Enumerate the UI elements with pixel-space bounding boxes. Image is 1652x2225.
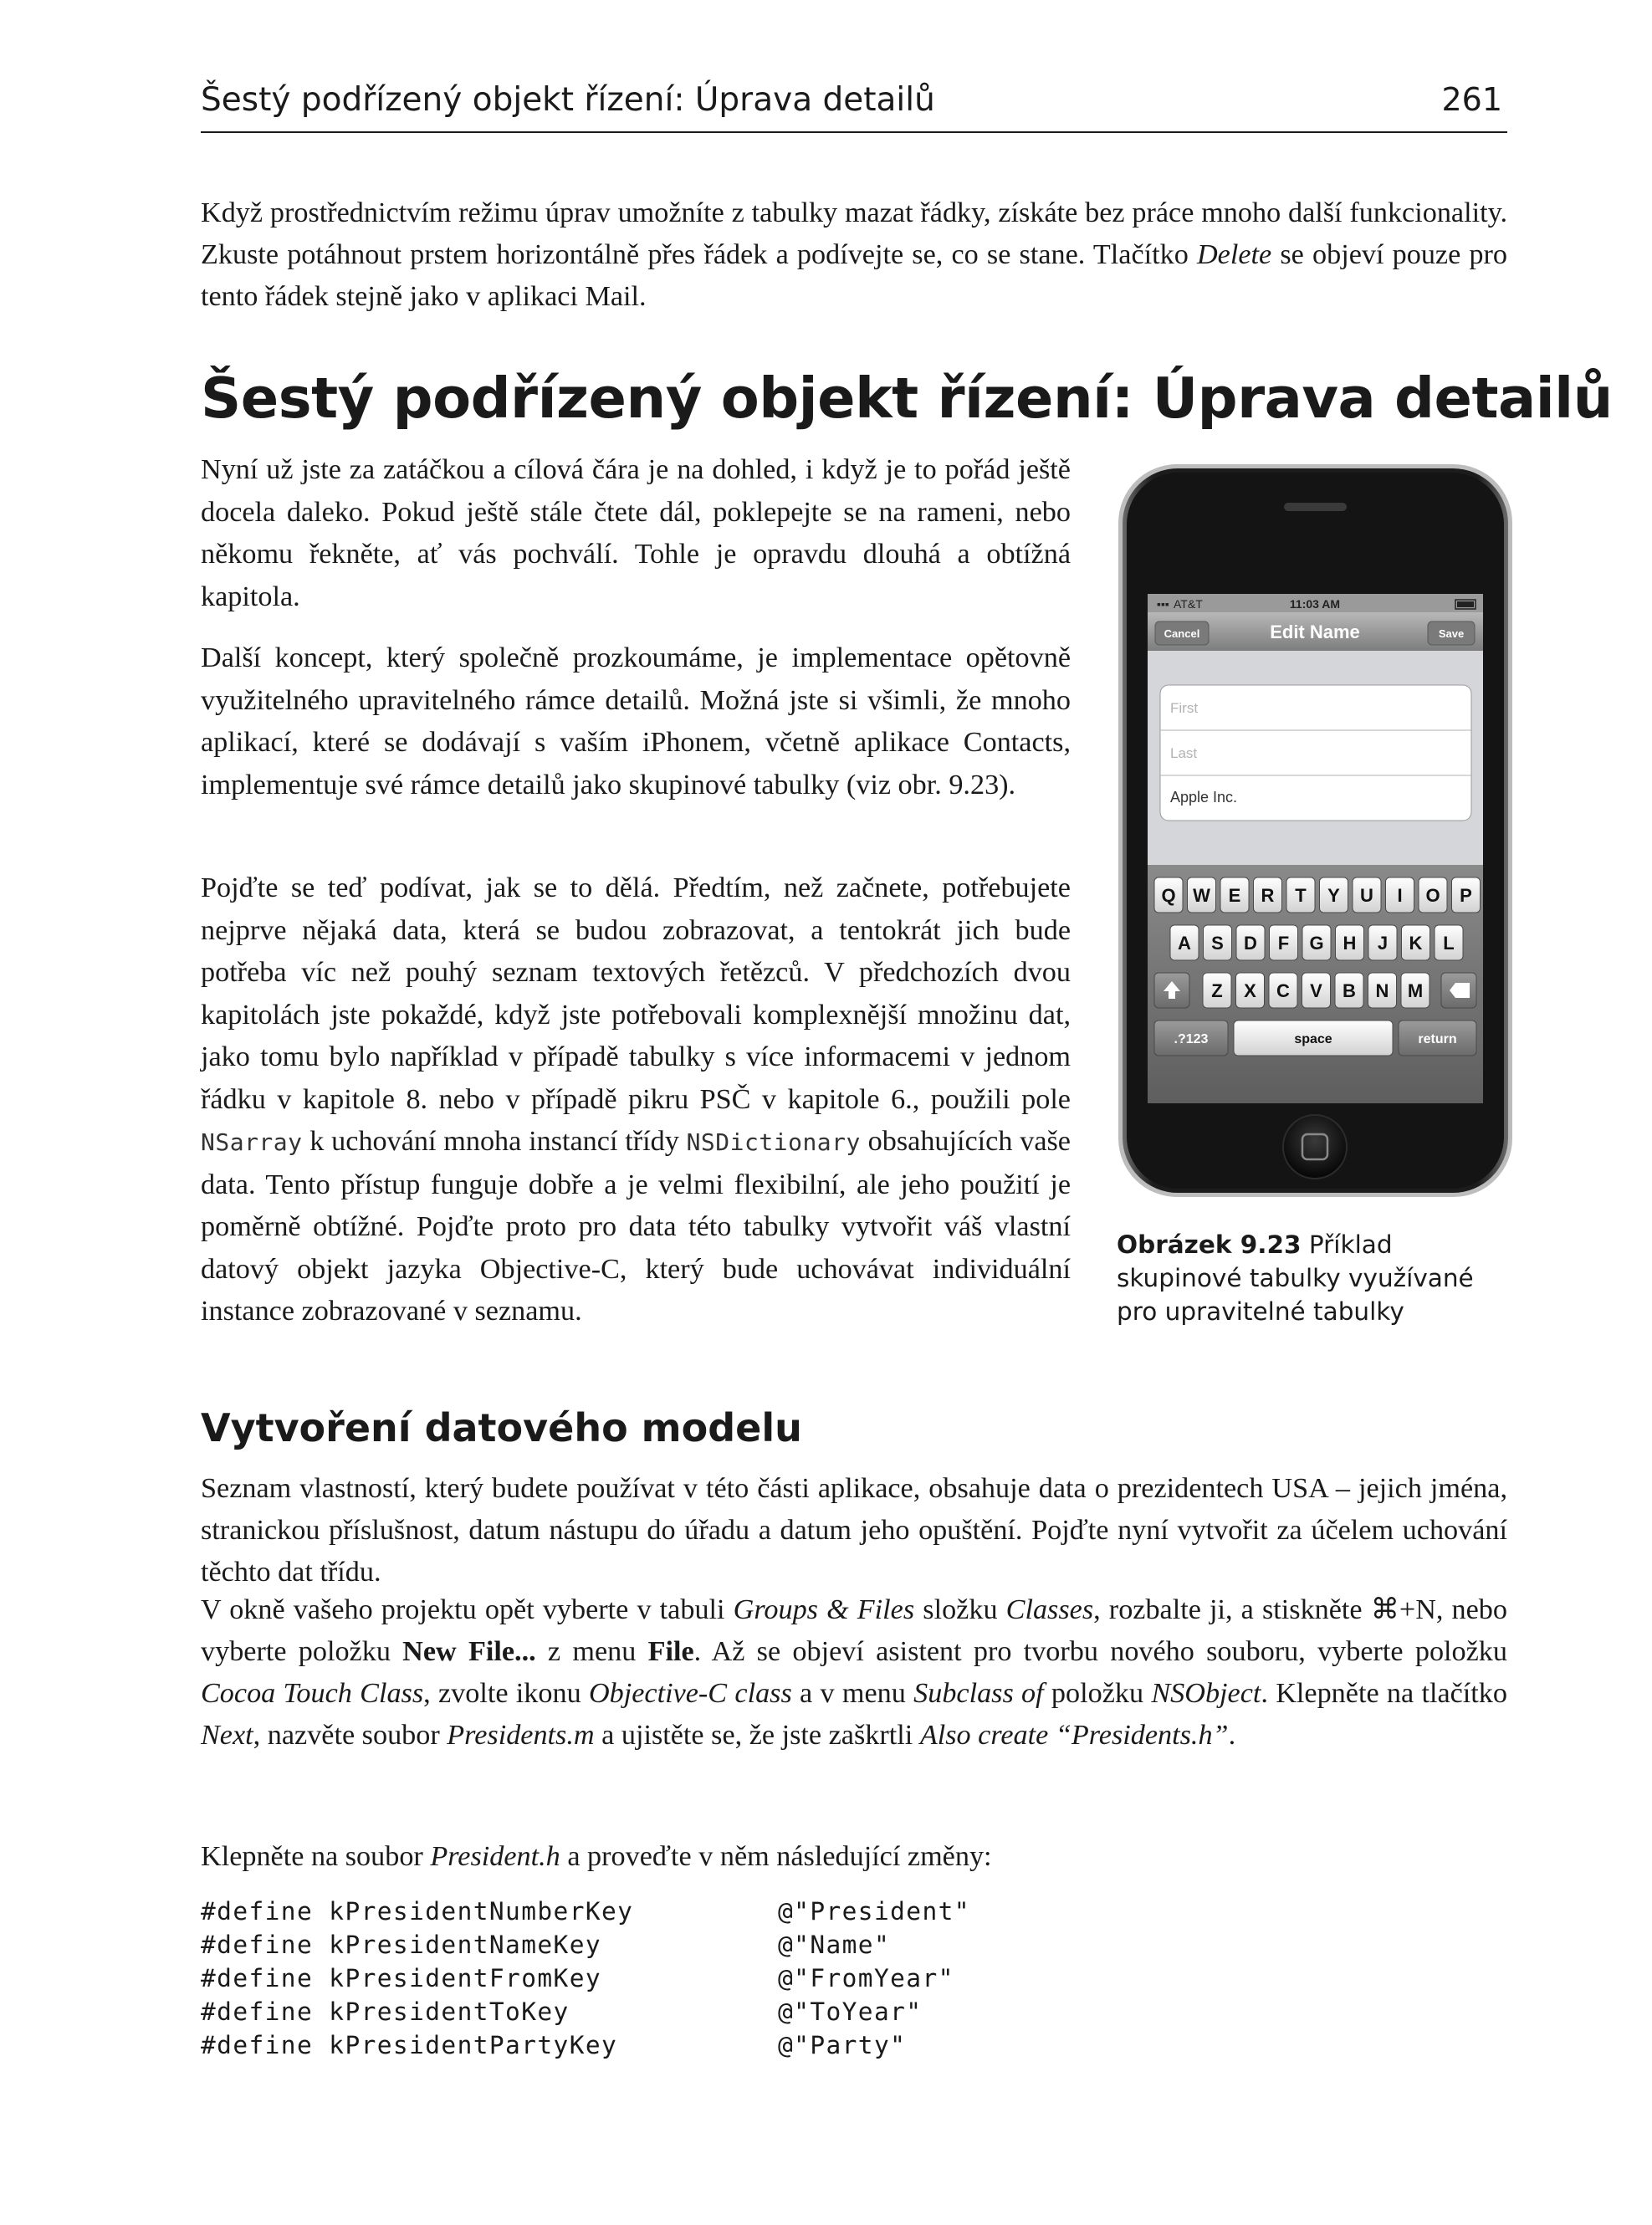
column-paragraph-2: Další koncept, který společně prozkoumáme, je implementace opětovně využitelného upravitelného rámce detailů. Možná jste si všimli, že mnoho aplikací, které se dodávají s vaším iPhonem, včetně aplikace Contacts, implementuje své rámce detailů jako skupinové tabulky (viz obr. 9.23). <box>201 642 1071 800</box>
keyboard-key-label: L <box>1443 932 1455 954</box>
header-file-paragraph: Klepněte na soubor President.h a proveďte v něm následující změny: <box>201 1841 992 1872</box>
book-page: Šestý podřízený objekt řízení: Úprava detailů 261 Když prostřednictvím režimu úprav umožníte z tabulky mazat řádky, získáte bez práce mnoho další funkcionality. Zkuste potáhnout prstem horizontálně přes řádek a podívejte se, co se stane. Tlačítko Delete se objeví pouze pro tento řádek stejně jako v aplikaci Mail. Šestý podřízený objekt řízení: Úprava detailů Nyní už jste za zatáčkou a cílová čára je na dohled, i když je to pořád ještě docela daleko. Pokud ještě stále čtete dál, poklepejte se na rameni, nebo někomu řekněte, ať vás pochválí. Tohle je opravdu dlouhá a obtížná kapitola. Další koncept, který společně prozkoumáme, je implementace opětovně využitelného upravitelného rámce detailů. Možná jste si všimli, že mnoho aplikací, které se dodávají s vaším iPhonem, včetně aplikace Contacts, implementuje své rámce detailů jako skupinové tabulky (viz obr. 9.23). Pojďte se teď podívat, jak se to dělá. Předtím, než začnete, potřebujete nejprve nějaká data, která se budou zobrazovat, a tentokrát jich bude potřeba víc než pouhý seznam textových řetězců. V předchozích dvou kapitolách jste pokaždé, když jste potřebovali komplexnější množinu dat, jako tomu bylo například v případě tabulky s více informacemi v jednom řádku v kapitole 8. nebo v případě pikru PSČ v kapitole 6., použili pole NSarray k uchování mnoha instancí třídy NSDictionary obsahujících vaše data. Tento přístup funguje dobře a je velmi flexibilní, ale jeho použití je poměrně obtížné. Pojďte proto pro data této tabulky vytvořit váš vlastní datový objekt jazyka Objective-C, který bude uchovávat individuální instance zobrazované v seznamu. ▪▪▪ AT&T 11:03 AM Cancel Edit Name Save First Last Apple Inc. Q W E R T Y U I O P A S D F G H J K L Z X C V B N M .?123 space return Obrázek 9.23 Příklad skupinové tabulky využívané pro upravitelné tabulky Vytvoření datového modelu Seznam vlastností, který budete používat v této části aplikace, obsahuje data o prezidentech USA – jejich jména, stranickou příslušnost, datum nástupu do úřadu a datum jeho opuštění. Pojďte nyní vytvořit za účelem uchování těchto dat třídu. V okně vašeho projektu opět vyberte v tabuli Groups & Files složku Classes, rozbalte ji, a stiskněte ⌘+N, nebo vyberte položku New File... z menu File. Až se objeví asistent pro tvorbu nového souboru, vyberte položku Cocoa Touch Class, zvolte ikonu Objective-C class a v menu Subclass of položku NSObject. Klepněte na tlačítko Next, nazvěte soubor Presidents.m a ujistěte se, že jste zaškrtli Also create “Presidents.h”. Klepněte na soubor President.h a proveďte v něm následující změny: #define kPresidentNumberKey @"President" #define kPresidentNameKey @"Name" #define kPresidentFromKey @"FromYear" #define kPresidentToKey @"ToYear" #define kPresidentPartyKey @"Party" <box>201 81 1613 2059</box>
last-field: Last <box>1170 745 1198 761</box>
keyboard-key-label: return <box>1418 1031 1457 1046</box>
keyboard-key-label: R <box>1261 884 1275 906</box>
page-number: 261 <box>1441 81 1502 118</box>
keyboard-key-label: B <box>1343 980 1356 1001</box>
keyboard-key-label: I <box>1397 884 1403 906</box>
keyboard-key-label: T <box>1295 884 1307 906</box>
company-field: Apple Inc. <box>1170 789 1238 806</box>
keyboard-key-label: W <box>1193 884 1210 906</box>
keyboard-key-label: A <box>1178 932 1191 954</box>
keyboard-key-label: Q <box>1161 884 1176 906</box>
keyboard-key-label: .?123 <box>1174 1031 1209 1046</box>
keyboard-key-label: O <box>1425 884 1440 906</box>
nav-title: Edit Name <box>1270 621 1360 642</box>
caption-label: Obrázek 9.23 <box>1117 1230 1302 1259</box>
figure-caption: Obrázek 9.23 Příklad skupinové tabulky využívané pro upravitelné tabulky <box>1117 1230 1474 1326</box>
keyboard-key-label: V <box>1310 980 1322 1001</box>
instructions-paragraph: V okně vašeho projektu opět vyberte v tabuli Groups & Files složku Classes, rozbalte ji, a stiskněte ⌘+N, nebo vyberte položku New File... z menu File. Až se objeví asistent pro tvorbu nového souboru, vyberte položku Cocoa Touch Class, zvolte ikonu Objective-C class a v menu Subclass of položku NSObject. Klepněte na tlačítko Next, nazvěte soubor Presidents.m a ujistěte se, že jste zaškrtli Also create “Presidents.h”. <box>201 1594 1507 1751</box>
keyboard-key-label: C <box>1276 980 1290 1001</box>
subsection-heading: Vytvoření datového modelu <box>201 1405 802 1450</box>
carrier-label: AT&T <box>1174 597 1203 611</box>
cancel-button: Cancel <box>1164 627 1200 640</box>
keyboard-key-label: E <box>1228 884 1241 906</box>
keyboard-key-label: space <box>1294 1031 1332 1046</box>
column-paragraph-3: Pojďte se teď podívat, jak se to dělá. Předtím, než začnete, potřebujete nejprve nějaká data, která se budou zobrazovat, a tentokrát jich bude potřeba víc než pouhý seznam textových řetězců. V předchozích dvou kapitolách jste pokaždé, když jste potřebovali komplexnější množinu dat, jako tomu bylo například v případě tabulky s více informacemi v jednom řádku v kapitole 8. nebo v případě pikru PSČ v kapitole 6., použili pole NSarray k uchování mnoha instancí třídy NSDictionary obsahujících vaše data. Tento přístup funguje dobře a je velmi flexibilní, ale jeho použití je poměrně obtížné. Pojďte proto pro data této tabulky vytvořit váš vlastní datový objekt jazyka Objective-C, který bude uchovávat individuální instance zobrazované v seznamu. <box>201 872 1071 1327</box>
section-heading: Šestý podřízený objekt řízení: Úprava detailů <box>201 366 1613 431</box>
nsarray-code: NSarray <box>201 1128 303 1156</box>
keyboard-key-label: H <box>1343 932 1357 954</box>
column-paragraph-1: Nyní už jste za zatáčkou a cílová čára je na dohled, i když je to pořád ještě docela daleko. Pokud ještě stále čtete dál, poklepejte se na rameni, nebo někomu řekněte, ať vás pochválí. Tohle je opravdu dlouhá a obtížná kapitola. <box>201 454 1071 612</box>
first-field: First <box>1170 700 1199 716</box>
iphone-image <box>1117 463 1514 1199</box>
keyboard-key-label: G <box>1309 932 1324 954</box>
delete-term: Delete <box>1196 239 1272 270</box>
keyboard-key-label: U <box>1360 884 1373 906</box>
keyboard-key-label: N <box>1375 980 1389 1001</box>
status-time: 11:03 AM <box>1289 597 1341 611</box>
keyboard-key-label: P <box>1460 884 1472 906</box>
running-header-title: Šestý podřízený objekt řízení: Úprava detailů <box>201 81 935 119</box>
keyboard-key-label: X <box>1244 980 1256 1001</box>
intro-paragraph: Když prostřednictvím režimu úprav umožníte z tabulky mazat řádky, získáte bez práce mnoho další funkcionality. Zkuste potáhnout prstem horizontálně přes řádek a podívejte se, co se stane. Tlačítko Delete se objeví pouze pro tento řádek stejně jako v aplikaci Mail. <box>201 197 1507 312</box>
nsdictionary-code: NSDictionary <box>686 1128 861 1156</box>
keyboard-key-label: J <box>1377 932 1389 954</box>
keyboard-key-label: S <box>1211 932 1224 954</box>
figure-9-23 <box>1117 463 1514 1326</box>
keyboard-key-label: Z <box>1211 980 1223 1001</box>
save-button: Save <box>1438 627 1465 640</box>
keyboard-key-label: K <box>1409 932 1423 954</box>
keyboard-key-label: D <box>1244 932 1257 954</box>
keyboard-key-label: F <box>1277 932 1290 954</box>
keyboard-key-label: M <box>1407 980 1424 1001</box>
running-header <box>201 79 1507 133</box>
svg-text:▪▪▪: ▪▪▪ <box>1157 597 1169 611</box>
keyboard-key-label: Y <box>1327 884 1340 906</box>
data-model-paragraph: Seznam vlastností, který budete používat v této části aplikace, obsahuje data o prezidentech USA – jejich jména, stranickou příslušnost, datum nástupu do úřadu a datum jeho opuštění. Pojďte nyní vytvořit za účelem uchování těchto dat třídu. <box>201 1473 1507 1588</box>
